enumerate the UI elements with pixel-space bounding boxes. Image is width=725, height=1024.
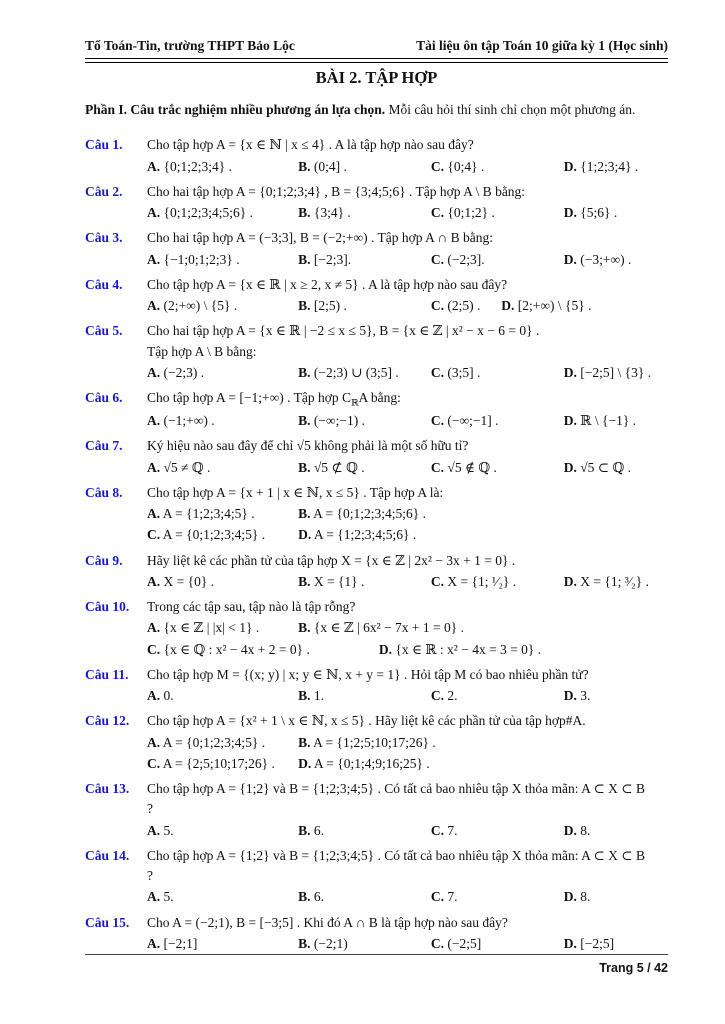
page-footer — [85, 954, 668, 978]
question-text: Cho A = (−2;1), B = [−3;5] . Khi đó A ∩ B là tập hợp nào sau đây? — [147, 914, 508, 930]
options-row — [147, 618, 668, 638]
question-1 — [85, 135, 668, 177]
option-value: [−2;1] — [163, 935, 198, 951]
option-value: 6. — [313, 889, 324, 905]
option-b — [298, 733, 668, 753]
option-letter: D. — [563, 822, 577, 838]
option-letter: A. — [147, 688, 161, 704]
option-c — [431, 250, 564, 270]
page-number-value: 5 / 42 — [636, 961, 668, 975]
option-value: (−∞;−1] . — [447, 413, 499, 429]
question-9 — [85, 551, 668, 593]
question-11 — [85, 665, 668, 707]
option-value: (−2;3) . — [163, 364, 205, 380]
option-a — [147, 618, 298, 638]
question-number: Câu 10. — [85, 599, 130, 615]
option-d — [564, 250, 668, 270]
option-letter: B. — [298, 688, 311, 704]
option-letter: D. — [563, 158, 577, 174]
option-b — [298, 821, 431, 841]
question-number: Câu 3. — [85, 230, 123, 246]
question-body — [147, 665, 668, 707]
question-7 — [85, 436, 668, 478]
option-letter: B. — [298, 506, 311, 522]
question-2 — [85, 182, 668, 224]
question-number: Câu 11. — [85, 666, 129, 682]
option-value: 6. — [313, 822, 324, 838]
option-letter: B. — [298, 734, 311, 750]
question-body — [147, 597, 668, 660]
option-value: (−2;5] — [447, 935, 482, 951]
question-10 — [85, 597, 668, 660]
option-value: {0;1;2;3;4;5;6} . — [163, 205, 253, 220]
option-letter: A. — [147, 935, 161, 951]
question-4 — [85, 275, 668, 317]
option-value: A = {0;1;4;9;16;25} . — [313, 755, 430, 771]
header-right: Tài liệu ôn tập Toán 10 giữa kỳ 1 (Học sinh) — [416, 38, 668, 53]
option-value: (−3;+∞) . — [580, 251, 632, 267]
options-row — [147, 640, 668, 660]
question-body — [147, 388, 668, 431]
option-value: A = {1;2;3;4;5} . — [162, 506, 255, 522]
option-value: √5 ⊄ ℚ . — [313, 459, 365, 475]
option-value: X = {1; ³⁄₂} . — [580, 573, 649, 589]
option-a — [147, 203, 298, 223]
option-letter: B. — [298, 158, 311, 174]
question-body — [147, 275, 668, 317]
option-letter: A. — [147, 506, 161, 522]
option-d — [564, 572, 668, 592]
option-letter: D. — [563, 688, 577, 704]
option-letter: C. — [147, 641, 161, 657]
option-value: ℝ \ {−1} . — [580, 413, 637, 429]
option-value: {0;1;2} . — [447, 205, 495, 220]
option-value: (2;5) . — [447, 298, 481, 313]
option-d — [501, 296, 668, 316]
question-5 — [85, 321, 668, 383]
option-value: {5;6} . — [580, 205, 618, 220]
option-c — [431, 887, 564, 907]
option-b — [298, 411, 431, 431]
option-value: A = {0;1;2;3;4;5} . — [162, 527, 266, 543]
question-number: Câu 7. — [85, 438, 123, 454]
option-value: {x ∈ ℚ : x² − 4x + 2 = 0} . — [163, 641, 310, 657]
option-a — [147, 934, 298, 954]
option-value: [2;5) . — [313, 298, 347, 313]
option-letter: C. — [430, 413, 445, 429]
option-letter: A. — [147, 205, 161, 220]
option-letter: D. — [501, 298, 515, 313]
question-14 — [85, 846, 668, 908]
options-row — [147, 572, 668, 592]
question-number: Câu 2. — [85, 183, 123, 199]
question-body — [147, 135, 668, 177]
question-3 — [85, 228, 668, 270]
option-letter: D. — [563, 573, 577, 589]
option-d — [564, 458, 668, 478]
option-a — [147, 363, 298, 383]
question-body — [147, 913, 668, 955]
option-b — [298, 618, 668, 638]
option-d — [564, 821, 668, 841]
option-a — [147, 296, 298, 316]
page-header — [85, 36, 668, 56]
option-value: A = {0;1;2;3;4;5;6} . — [313, 506, 426, 522]
option-letter: C. — [430, 822, 445, 838]
question-body — [147, 182, 668, 224]
option-b — [298, 203, 431, 223]
option-letter: D. — [563, 459, 577, 475]
question-list — [85, 135, 668, 954]
option-letter: C. — [430, 251, 445, 267]
option-value: A = {0;1;2;3;4;5} . — [162, 734, 266, 750]
options-row — [147, 733, 668, 753]
option-letter: D. — [378, 641, 392, 657]
option-c — [431, 296, 501, 316]
option-letter: B. — [298, 251, 311, 267]
option-value: A = {1;2;3;4;5;6} . — [313, 527, 417, 543]
option-letter: A. — [147, 413, 161, 429]
option-c — [431, 458, 564, 478]
page-number-label: Trang — [599, 961, 634, 975]
question-number: Câu 4. — [85, 276, 123, 292]
option-letter: C. — [430, 935, 445, 951]
option-d — [564, 203, 668, 223]
option-value: (−2;3) ∪ (3;5] . — [313, 364, 399, 380]
question-12 — [85, 711, 668, 774]
option-d — [564, 887, 668, 907]
option-value: 1. — [313, 688, 324, 704]
question-body — [147, 228, 668, 270]
question-body — [147, 321, 668, 383]
intro-paragraph — [85, 100, 668, 120]
option-c — [431, 572, 564, 592]
option-letter: A. — [147, 573, 161, 589]
option-value: 5. — [163, 822, 174, 838]
option-d — [564, 411, 668, 431]
options-row — [147, 754, 668, 774]
option-value: 7. — [447, 889, 458, 905]
question-number: Câu 12. — [85, 713, 130, 729]
option-value: (0;4] . — [313, 158, 347, 174]
question-number: Câu 5. — [85, 323, 123, 339]
option-a — [147, 250, 298, 270]
option-d — [298, 754, 668, 774]
option-value: [−2;3]. — [313, 251, 352, 267]
question-text: Cho tập hợp A = {x ∈ ℝ | x ≥ 2, x ≠ 5} . A là tập hợp nào sau đây? — [147, 276, 508, 292]
option-a — [147, 686, 298, 706]
question-number: Câu 13. — [85, 781, 130, 797]
options-row — [147, 686, 668, 706]
question-15 — [85, 913, 668, 955]
question-body — [147, 779, 668, 841]
options-row — [147, 203, 668, 223]
option-c — [431, 363, 564, 383]
question-text: Trong các tập sau, tập nào là tập rỗng? — [147, 599, 356, 615]
option-b — [298, 934, 431, 954]
option-letter: D. — [563, 205, 577, 220]
option-d — [564, 157, 668, 177]
question-text: Cho hai tập hợp A = {x ∈ ℝ | −2 ≤ x ≤ 5}, B = {x ∈ ℤ | x² − x − 6 = 0} . — [147, 323, 540, 339]
option-c — [431, 821, 564, 841]
option-c — [431, 203, 564, 223]
option-a — [147, 821, 298, 841]
option-letter: B. — [298, 205, 311, 220]
option-d — [564, 686, 668, 706]
option-value: A = {2;5;10;17;26} . — [162, 755, 275, 771]
options-row — [147, 504, 668, 524]
question-text: Cho tập hợp A = {1;2} và B = {1;2;3;4;5} . Có tất cả bao nhiêu tập X thỏa mãn: A ⊂ X ⊂ B — [147, 781, 645, 797]
option-letter: A. — [147, 364, 161, 380]
option-letter: C. — [430, 889, 445, 905]
option-letter: B. — [298, 413, 311, 429]
question-number: Câu 6. — [85, 390, 123, 405]
question-text: Hãy liệt kê các phần tử của tập hợp X = {x ∈ ℤ | 2x² − 3x + 1 = 0} . — [147, 552, 516, 568]
option-d — [298, 525, 668, 545]
option-value: {0;1;2;3;4} . — [163, 158, 232, 174]
option-a — [147, 411, 298, 431]
option-letter: C. — [147, 755, 161, 771]
option-letter: D. — [563, 251, 577, 267]
footer-divider — [85, 954, 668, 955]
question-number: Câu 14. — [85, 847, 130, 863]
option-value: (3;5] . — [447, 364, 481, 380]
option-b — [298, 572, 431, 592]
option-letter: B. — [298, 822, 311, 838]
question-text: ? — [147, 868, 153, 884]
option-c — [431, 157, 564, 177]
option-value: {1;2;3;4} . — [580, 158, 639, 174]
option-letter: A. — [147, 459, 161, 475]
option-value: (−2;3]. — [447, 251, 485, 267]
option-value: 7. — [447, 822, 458, 838]
option-value: 0. — [163, 688, 174, 704]
option-letter: B. — [298, 459, 311, 475]
option-value: {−1;0;1;2;3} . — [163, 251, 240, 267]
option-letter: A. — [147, 822, 161, 838]
option-d — [564, 934, 668, 954]
option-value: X = {1} . — [313, 573, 365, 589]
option-letter: C. — [430, 205, 445, 220]
question-number: Câu 1. — [85, 137, 123, 153]
option-a — [147, 572, 298, 592]
question-6 — [85, 388, 668, 431]
option-value: [−2;5] — [580, 935, 615, 951]
option-letter: C. — [430, 459, 445, 475]
question-number: Câu 8. — [85, 484, 123, 500]
option-b — [298, 686, 431, 706]
option-letter: D. — [563, 413, 577, 429]
option-c — [147, 640, 379, 660]
option-c — [147, 525, 298, 545]
question-body — [147, 846, 668, 908]
option-letter: A. — [147, 734, 161, 750]
option-value: {0;4} . — [447, 158, 485, 174]
option-letter: A. — [147, 298, 161, 313]
question-13 — [85, 779, 668, 841]
option-a — [147, 458, 298, 478]
option-value: 8. — [580, 889, 591, 905]
option-c — [431, 686, 564, 706]
option-letter: A. — [147, 158, 161, 174]
option-letter: C. — [147, 527, 161, 543]
question-text: ? — [147, 801, 153, 817]
question-text: Cho tập hợp A = [−1;+∞) . Tập hợp $C_ℝA$ bằng: — [147, 390, 401, 408]
options-row — [147, 458, 668, 478]
option-letter: D. — [563, 935, 577, 951]
option-c — [147, 754, 298, 774]
question-body — [147, 711, 668, 774]
options-row — [147, 250, 668, 270]
header-divider — [85, 58, 668, 63]
option-b — [298, 296, 431, 316]
option-letter: C. — [430, 573, 445, 589]
question-text: Cho hai tập hợp A = (−3;3], B = (−2;+∞) . Tập hợp A ∩ B bằng: — [147, 230, 493, 246]
option-a — [147, 504, 298, 524]
option-letter: B. — [298, 298, 311, 313]
option-c — [431, 411, 564, 431]
option-letter: B. — [298, 620, 311, 636]
option-value: {x ∈ ℤ | 6x² − 7x + 1 = 0} . — [313, 620, 464, 636]
question-number: Câu 9. — [85, 552, 123, 568]
question-text: Cho tập hợp M = {(x; y) | x; y ∈ ℕ, x + y = 1} . Hỏi tập M có bao nhiêu phần tử? — [147, 666, 589, 682]
header-left: Tổ Toán-Tin, trường THPT Bảo Lộc — [85, 38, 295, 53]
option-letter: D. — [298, 755, 312, 771]
question-text: Cho tập hợp A = {x + 1 | x ∈ ℕ, x ≤ 5} . Tập hợp A là: — [147, 484, 444, 500]
option-letter: D. — [563, 889, 577, 905]
options-row — [147, 157, 668, 177]
question-text: Cho tập hợp A = {x ∈ ℕ | x ≤ 4} . A là tập hợp nào sau đây? — [147, 137, 474, 153]
option-value: {x ∈ ℤ | |x| < 1} . — [163, 620, 260, 636]
option-letter: A. — [147, 889, 161, 905]
option-a — [147, 157, 298, 177]
option-value: (−2;1) — [313, 935, 348, 951]
option-value: {3;4} . — [313, 205, 351, 220]
page-number — [85, 959, 668, 978]
option-d — [379, 640, 668, 660]
option-value: {x ∈ ℝ : x² − 4x = 3 = 0} . — [395, 641, 542, 657]
option-a — [147, 733, 298, 753]
question-text: Tập hợp A \ B bằng: — [147, 343, 257, 359]
option-value: (−∞;−1) . — [313, 413, 365, 429]
option-value: √5 ≠ ℚ . — [163, 459, 211, 475]
option-value: X = {0} . — [163, 573, 215, 589]
option-b — [298, 250, 431, 270]
options-row — [147, 934, 668, 954]
option-letter: B. — [298, 573, 311, 589]
question-number: Câu 15. — [85, 914, 130, 930]
option-c — [431, 934, 564, 954]
options-row — [147, 411, 668, 431]
question-body — [147, 436, 668, 478]
option-value: 5. — [163, 889, 174, 905]
option-b — [298, 458, 431, 478]
option-value: 3. — [580, 688, 591, 704]
option-value: [−2;5] \ {3} . — [580, 364, 652, 380]
options-row — [147, 296, 668, 316]
intro-normal: Mỗi câu hỏi thí sinh chỉ chọn một phương án. — [385, 102, 636, 117]
question-text: Cho tập hợp A = {1;2} và B = {1;2;3;4;5} . Có tất cả bao nhiêu tập X thỏa mãn: A ⊂ X ⊂ B — [147, 847, 645, 863]
option-value: √5 ∉ ℚ . — [447, 459, 497, 475]
option-letter: D. — [298, 527, 312, 543]
question-8 — [85, 483, 668, 546]
question-body — [147, 483, 668, 546]
option-b — [298, 363, 431, 383]
option-value: X = {1; ¹⁄₂} . — [447, 573, 517, 589]
option-d — [564, 363, 668, 383]
option-letter: A. — [147, 251, 161, 267]
option-letter: C. — [430, 158, 445, 174]
page-title: BÀI 2. TẬP HỢP — [315, 68, 438, 88]
options-row — [147, 363, 668, 383]
option-letter: C. — [430, 688, 445, 704]
option-value: 2. — [447, 688, 458, 704]
options-row — [147, 887, 668, 907]
option-b — [298, 157, 431, 177]
options-row — [147, 525, 668, 545]
option-value: 8. — [580, 822, 591, 838]
option-letter: B. — [298, 935, 311, 951]
option-letter: D. — [563, 364, 577, 380]
option-a — [147, 887, 298, 907]
options-row — [147, 821, 668, 841]
question-text: Cho tập hợp A = {x² + 1 \ x ∈ ℕ, x ≤ 5} . Hãy liệt kê các phần tử của tập hợp#A. — [147, 713, 586, 729]
option-value: √5 ⊂ ℚ . — [580, 459, 631, 475]
option-value: [2;+∞) \ {5} . — [517, 298, 592, 313]
option-letter: C. — [430, 364, 445, 380]
option-letter: A. — [147, 620, 161, 636]
option-value: (2;+∞) \ {5} . — [163, 298, 238, 313]
question-body — [147, 551, 668, 593]
option-b — [298, 887, 431, 907]
question-text: Cho hai tập hợp A = {0;1;2;3;4} , B = {3;4;5;6} . Tập hợp A \ B bằng: — [147, 183, 526, 199]
option-b — [298, 504, 668, 524]
option-value: (−1;+∞) . — [163, 413, 215, 429]
intro-bold: Phần I. Câu trắc nghiệm nhiều phương án lựa chọn. — [85, 102, 386, 117]
option-letter: B. — [298, 364, 311, 380]
question-text: Ký hiệu nào sau đây để chỉ √5 không phải là một số hữu tỉ? — [147, 438, 469, 454]
option-value: A = {1;2;5;10;17;26} . — [313, 734, 436, 750]
option-letter: B. — [298, 889, 311, 905]
option-letter: C. — [430, 298, 445, 313]
